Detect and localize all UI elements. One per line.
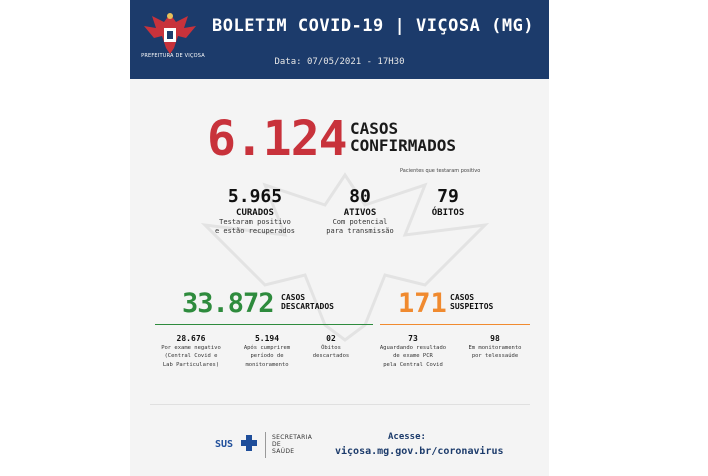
health-secretariat-label: SECRETARIA DE SAÚDE bbox=[272, 434, 313, 456]
confirmed-count: 6.124 bbox=[207, 111, 347, 167]
confirmed-note: Pacientes que testaram positivo bbox=[400, 168, 481, 174]
footer-divider bbox=[150, 404, 530, 405]
logo-text: PREFEITURA DE VIÇOSA bbox=[141, 53, 205, 59]
discarded-count: 33.872 bbox=[182, 288, 274, 319]
bulletin-title: BOLETIM COVID-19 | VIÇOSA (MG) bbox=[212, 16, 535, 36]
confirmed-label: CASOS CONFIRMADOS bbox=[350, 119, 456, 155]
suspected-divider bbox=[380, 324, 530, 325]
active-stat: 80 ATIVOS Com potencial para transmissão bbox=[320, 188, 400, 235]
suspected-count: 171 bbox=[398, 288, 447, 319]
recovered-count: 5.965 bbox=[227, 186, 283, 207]
city-emblem-icon bbox=[138, 8, 202, 58]
access-label: Acesse: bbox=[388, 432, 426, 442]
bulletin-date: Data: 07/05/2021 - 17H30 bbox=[274, 57, 405, 67]
suspected-label: CASOS SUSPEITOS bbox=[450, 293, 494, 312]
deaths-stat bbox=[420, 188, 476, 218]
discarded-label: CASOS DESCARTADOS bbox=[281, 293, 334, 312]
footer-separator bbox=[265, 432, 266, 458]
discarded-divider bbox=[155, 324, 373, 325]
recovered-label: CURADOS bbox=[236, 208, 274, 218]
website-link[interactable]: viçosa.mg.gov.br/coronavirus bbox=[335, 446, 504, 457]
deaths-count: 79 bbox=[437, 186, 459, 207]
sus-logo-text: SUS bbox=[215, 439, 234, 450]
discarded-negative: 28.676 Por exame negativo (Central Covid e Lab Particulares) bbox=[161, 334, 221, 368]
discarded-deaths: 02 Óbitos descartados bbox=[312, 334, 350, 360]
recovered-stat: 5.965 CURADOS Testaram positivo e estão recuperados bbox=[212, 188, 298, 235]
header-bar bbox=[130, 0, 549, 79]
health-cross-icon bbox=[240, 434, 258, 452]
deaths-label: ÓBITOS bbox=[431, 208, 465, 218]
covid-bulletin bbox=[130, 0, 549, 476]
suspected-awaiting: 73 Aguardando resultado de exame PCR pela Central Covid bbox=[379, 334, 447, 368]
discarded-monitored: 5.194 Após cumprirem período de monitoramento bbox=[243, 334, 291, 368]
active-count: 80 bbox=[349, 186, 371, 207]
active-label: ATIVOS bbox=[343, 208, 377, 218]
suspected-monitoring: 98 Em monitoramento por telessaúde bbox=[468, 334, 522, 360]
